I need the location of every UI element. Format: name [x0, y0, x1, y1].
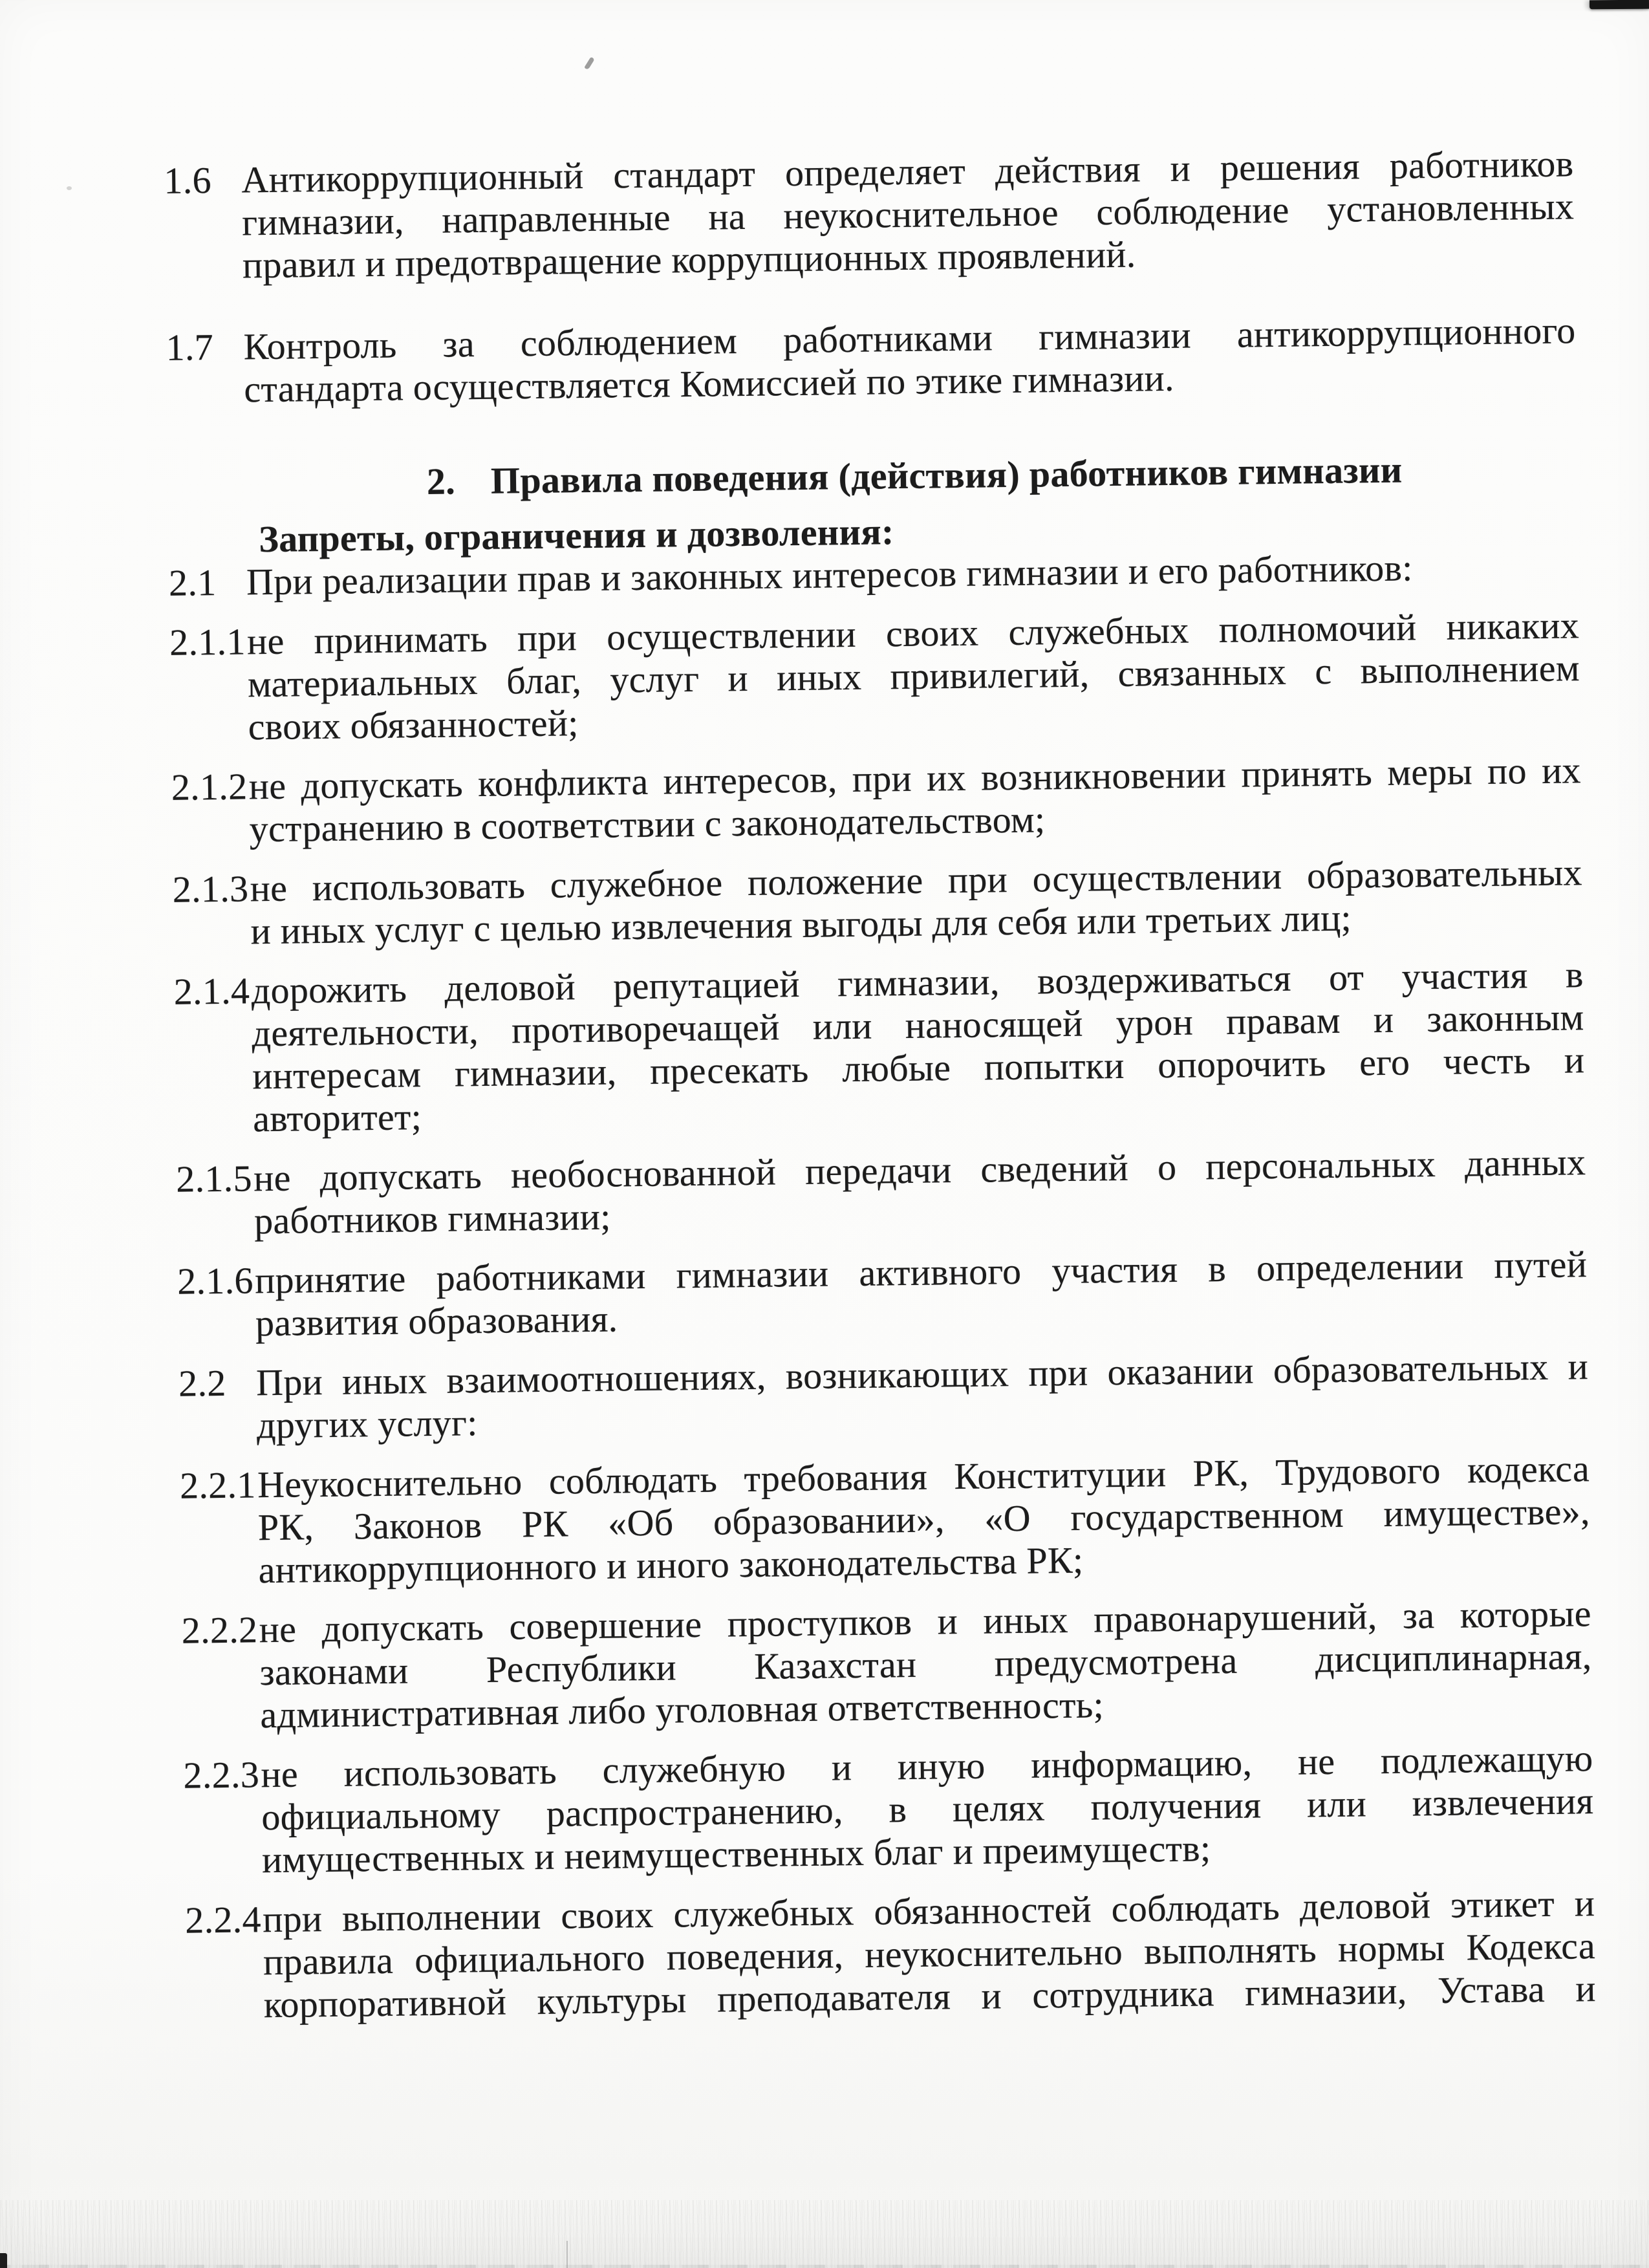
text-line: дорожить деловой репутацией гимназии, воздерживаться от участия в [251, 953, 1584, 1012]
item-number: 2.2 [178, 1361, 226, 1405]
text-line: деятельности, противоречащей или наносящей урон правам и законным [252, 996, 1584, 1055]
text-line: не использовать служебную и иную информацию, не подлежащую [261, 1737, 1593, 1796]
list-item [176, 1141, 1586, 1244]
item-number: 2.1.3 [172, 867, 249, 911]
text-line: не допускать конфликта интересов, при их возникновении принять меры по их [248, 749, 1582, 808]
item-number: 1.7 [166, 326, 214, 369]
list-item [181, 1592, 1592, 1738]
text-line: официальному распространению, в целях получения или извлечения [261, 1780, 1594, 1839]
text-line: РК, Законов РК «Об образовании», «О государственном имуществе», [257, 1490, 1591, 1549]
item-number: 2.1.2 [171, 765, 248, 808]
text-line: имущественных и неимущественных благ и преимуществ; [261, 1827, 1211, 1881]
text-line: своих обязанностей; [248, 702, 579, 748]
text-line: не принимать при осуществлении своих служебных полномочий никаких [246, 604, 1580, 663]
subheading-text: Запреты, ограничения и дозволения: [258, 510, 894, 561]
list-item [178, 1345, 1589, 1448]
scan-hairline [566, 2241, 568, 2268]
list-item [180, 1447, 1591, 1593]
text-line: Контроль за соблюдением работниками гимназии антикоррупционного [243, 309, 1576, 368]
text-line: интересам гимназии, пресекать любые попытки опорочить его честь и [252, 1039, 1585, 1097]
list-item [173, 953, 1585, 1141]
text-line: и иных услуг с целью извлечения выгоды для себя или третьих лиц; [250, 896, 1352, 953]
item-number: 2.1 [168, 561, 217, 604]
item-number: 2.2.1 [179, 1463, 256, 1507]
text-line: не допускать необоснованной передачи сведений о персональных данных [253, 1141, 1586, 1200]
text-line: Антикоррупционный стандарт определяет действия и решения работников [241, 142, 1574, 201]
list-item [177, 1243, 1588, 1346]
section-2-title: Правила поведения (действия) работников гимназии [490, 448, 1403, 502]
list-item [183, 1737, 1594, 1883]
scan-noise-band [0, 2200, 1649, 2268]
list-item [185, 1882, 1596, 2027]
item-number: 2.1.1 [169, 620, 246, 664]
item-number: 2.2.3 [183, 1753, 260, 1797]
section-2-items [169, 545, 1597, 2027]
text-line: гимназии, направленные на неукоснительное соблюдение установленных [241, 185, 1575, 244]
text-line: стандарта осуществляется Комиссией по этике гимназии. [243, 356, 1175, 411]
text-line: правил и предотвращение коррупционных проявлений. [242, 233, 1136, 286]
scanner-mark-top-right [1590, 0, 1649, 9]
dust-dot-icon [67, 186, 72, 190]
text-line: корпоративной культуры преподавателя и сотрудника гимназии, Устава и [263, 1967, 1597, 2026]
text-line: При реализации прав и законных интересов гимназии и его работников: [246, 546, 1413, 603]
text-line: других услуг: [256, 1401, 478, 1447]
list-item [169, 604, 1580, 750]
text-line: административная либо уголовная ответственность; [260, 1683, 1105, 1736]
section-1-items [164, 142, 1577, 412]
list-item [171, 749, 1581, 852]
text-line: не использовать служебное положение при осуществлении образовательных [250, 851, 1583, 910]
item-number: 2.1.4 [173, 969, 250, 1013]
text-line: не допускать совершение проступков и иных правонарушений, за которые [259, 1592, 1592, 1651]
section-2-number: 2. [426, 460, 456, 502]
item-number: 2.1.5 [175, 1157, 253, 1200]
text-line: принятие работниками гимназии активного участия в определении путей [254, 1243, 1588, 1302]
text-line: при выполнении своих служебных обязанностей соблюдать деловой этикет и [262, 1882, 1595, 1941]
item-number: 1.6 [164, 159, 212, 202]
section-2-heading [252, 446, 1578, 505]
text-line: правила официального поведения, неукоснительно выполнять нормы Кодекса [263, 1925, 1596, 1983]
scanner-mark-bottom-left [0, 2253, 7, 2268]
text-line: развития образования. [255, 1297, 618, 1345]
list-item [164, 142, 1575, 288]
text-line: Неукоснительно соблюдать требования Конституции РК, Трудового кодекса [257, 1447, 1590, 1506]
text-line: материальных благ, услуг и иных привилегий, связанных с выполнением [247, 647, 1580, 706]
item-number: 2.2.4 [184, 1898, 262, 1941]
text-line: работников гимназии; [253, 1195, 611, 1242]
text-line: законами Республики Казахстан предусмотрена дисциплинарная, [259, 1635, 1592, 1694]
text-line: антикоррупционного и иного законодательства РК; [258, 1539, 1084, 1592]
list-item [166, 309, 1576, 412]
list-item [172, 851, 1582, 954]
item-number: 2.1.6 [177, 1259, 254, 1302]
text-line: При иных взаимоотношениях, возникающих при оказании образовательных и [255, 1345, 1589, 1404]
item-number: 2.2.2 [181, 1608, 258, 1652]
text-line: устранению в соответствии с законодательством; [249, 798, 1046, 850]
text-line: авторитет; [252, 1096, 422, 1140]
